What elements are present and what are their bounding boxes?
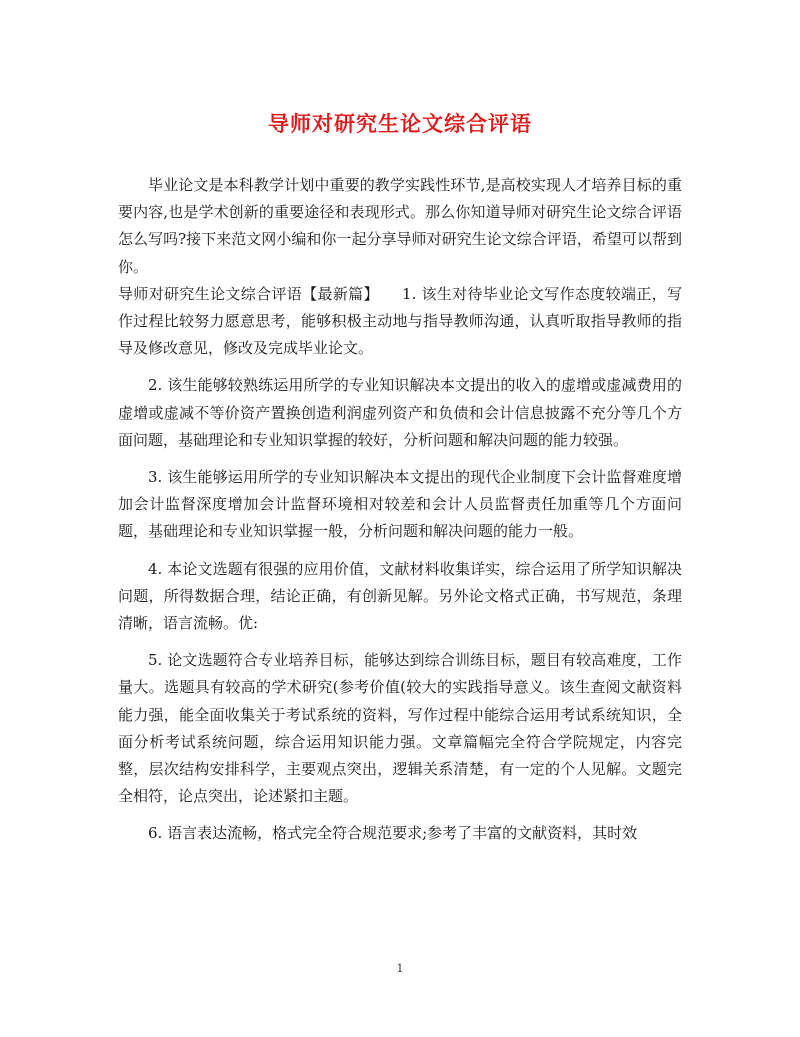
- paragraph-item-2: 2. 该生能够较熟练运用所学的专业知识解决本文提出的收入的虚增或虚减费用的虚增或虚减不等价资产置换创造利润虚列资产和负债和会计信息披露不充分等几个方面问题，基础理论和专业知识掌握的较好，分析问题和解决问题的能力较强。: [118, 376, 682, 449]
- page-title: 导师对研究生论文综合评语: [268, 111, 532, 136]
- paragraph-item-3: 3. 该生能够运用所学的专业知识解决本文提出的现代企业制度下会计监督难度增加会计监督深度增加会计监督环境相对较差和会计人员监督责任加重等几个方面问题，基础理论和专业知识掌握一般，分析问题和解决问题的能力一般。: [118, 468, 682, 541]
- page-number: 1: [396, 962, 404, 975]
- paragraph-item-5: 5. 论文选题符合专业培养目标，能够达到综合训练目标，题目有较高难度，工作量大。选题具有较高的学术研究(参考价值(较大的实践指导意义。该生查阅文献资料能力强，能全面收集关于考试系统的资料，写作过程中能综合运用考试系统知识，全面分析考试系统问题，综合运用知识能力强。文章篇幅完全符合学院规定，内容完整，层次结构安排科学，主要观点突出，逻辑关系清楚，有一定的个人见解。文题完全相符，论点突出，论述紧扣主题。: [118, 651, 682, 806]
- intro-paragraph: 毕业论文是本科教学计划中重要的教学实践性环节,是高校实现人才培养目标的重要内容,也是学术创新的重要途径和表现形式。那么你知道导师对研究生论文综合评语怎么写吗?接下来范文网小编和你一起分享导师对研究生论文综合评语，希望可以帮到你。: [118, 176, 682, 276]
- paragraph-item-6: 6. 语言表达流畅，格式完全符合规范要求;参考了丰富的文献资料，其时效: [148, 824, 638, 843]
- document-body: [118, 172, 682, 848]
- paragraph-item-4: 4. 本论文选题有很强的应用价值，文献材料收集详实，综合运用了所学知识解决问题，所得数据合理，结论正确，有创新见解。另外论文格式正确，书写规范，条理清晰，语言流畅。优:: [118, 559, 682, 633]
- section-heading-paragraph: 导师对研究生论文综合评语【最新篇】 1. 该生对待毕业论文写作态度较端正，写作过程比较努力愿意思考，能够积极主动地与指导教师沟通，认真听取指导教师的指导及修改意见，修改及完成毕业论文。: [118, 284, 682, 358]
